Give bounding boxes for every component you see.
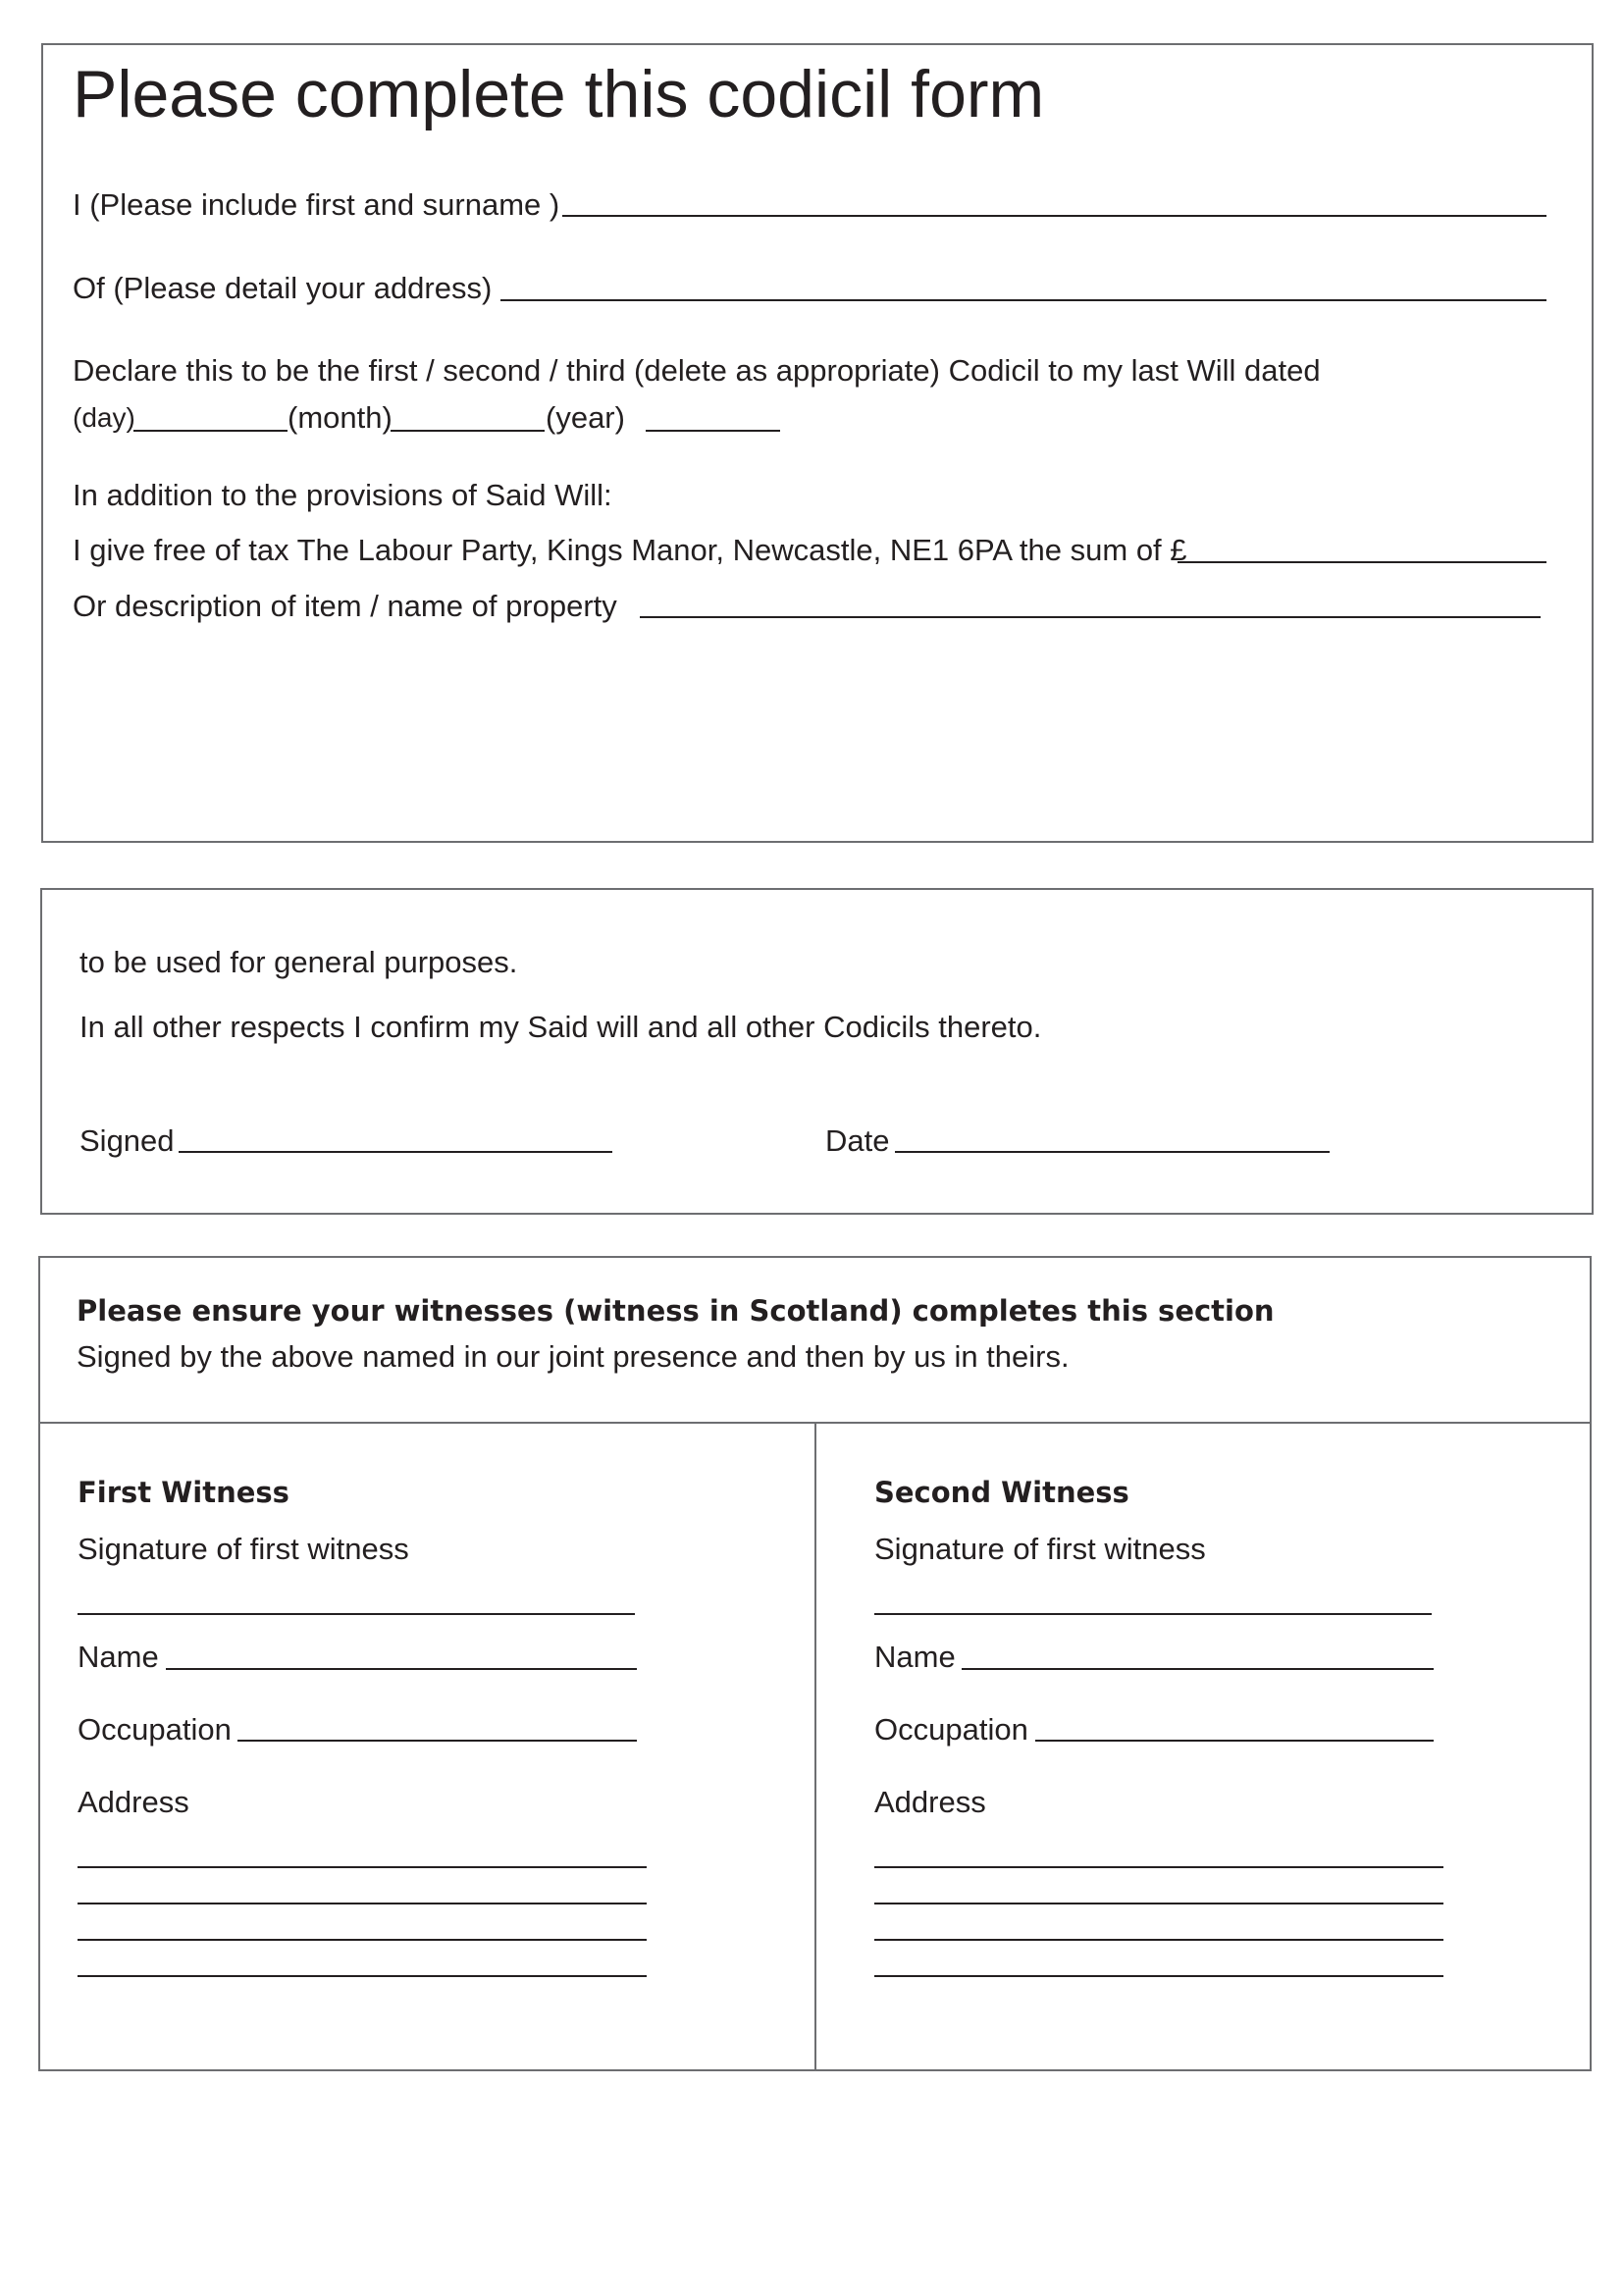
- gift-text: I give free of tax The Labour Party, Kings Manor, Newcastle, NE1 6PA the sum of £: [73, 533, 1187, 567]
- first-witness-address-line-4[interactable]: [78, 1975, 647, 1977]
- confirmation-box: [40, 888, 1594, 1215]
- first-witness-address-label: Address: [78, 1785, 189, 1819]
- second-witness-address-label: Address: [874, 1785, 986, 1819]
- signed-label: Signed: [79, 1123, 175, 1158]
- address-label: Of (Please detail your address): [73, 271, 493, 305]
- first-witness-name-label: Name: [78, 1640, 159, 1674]
- second-witness-occupation-label: Occupation: [874, 1712, 1028, 1747]
- second-witness-address-line-3[interactable]: [874, 1939, 1443, 1941]
- page-title: Please complete this codicil form: [73, 57, 1045, 131]
- codicil-details-box: [41, 43, 1594, 843]
- purposes-text: to be used for general purposes.: [79, 945, 518, 979]
- day-label: (day): [73, 402, 135, 433]
- first-witness-address-line-1[interactable]: [78, 1866, 647, 1868]
- second-witness-signature-label: Signature of first witness: [874, 1532, 1206, 1566]
- second-witness-address-line-2[interactable]: [874, 1903, 1443, 1904]
- declare-text: Declare this to be the first / second / third (delete as appropriate) Codicil to my last Will dated: [73, 353, 1321, 388]
- second-witness-name-field[interactable]: [962, 1668, 1434, 1670]
- first-witness-address-line-3[interactable]: [78, 1939, 647, 1941]
- first-witness-address-line-2[interactable]: [78, 1903, 647, 1904]
- second-witness-signature-field[interactable]: [874, 1613, 1432, 1615]
- witness-subheading: Signed by the above named in our joint presence and then by us in theirs.: [77, 1339, 1070, 1374]
- confirm-text: In all other respects I confirm my Said will and all other Codicils thereto.: [79, 1010, 1042, 1044]
- date-field[interactable]: [895, 1151, 1330, 1153]
- second-witness-title: Second Witness: [874, 1476, 1129, 1509]
- second-witness-occupation-field[interactable]: [1035, 1740, 1434, 1742]
- date-label: Date: [825, 1123, 890, 1158]
- first-witness-occupation-label: Occupation: [78, 1712, 232, 1747]
- provisions-text: In addition to the provisions of Said Will:: [73, 478, 612, 512]
- year-field[interactable]: [646, 430, 780, 432]
- address-field[interactable]: [500, 299, 1546, 301]
- month-label: (month): [288, 400, 393, 435]
- first-witness-title: First Witness: [78, 1476, 289, 1509]
- day-field[interactable]: [133, 430, 288, 432]
- first-witness-signature-label: Signature of first witness: [78, 1532, 409, 1566]
- witness-heading: Please ensure your witnesses (witness in Scotland) completes this section: [77, 1294, 1275, 1328]
- name-label: I (Please include first and surname ): [73, 187, 560, 222]
- name-field[interactable]: [562, 215, 1546, 217]
- second-witness-address-line-4[interactable]: [874, 1975, 1443, 1977]
- item-label: Or description of item / name of property: [73, 589, 617, 623]
- gift-amount-field[interactable]: [1178, 561, 1546, 563]
- second-witness-address-line-1[interactable]: [874, 1866, 1443, 1868]
- first-witness-signature-field[interactable]: [78, 1613, 635, 1615]
- item-field[interactable]: [640, 616, 1541, 618]
- first-witness-name-field[interactable]: [166, 1668, 637, 1670]
- second-witness-name-label: Name: [874, 1640, 956, 1674]
- month-field[interactable]: [391, 430, 545, 432]
- year-label: (year): [546, 400, 625, 435]
- witness-column-divider: [814, 1422, 816, 2071]
- signed-field[interactable]: [179, 1151, 612, 1153]
- first-witness-occupation-field[interactable]: [237, 1740, 637, 1742]
